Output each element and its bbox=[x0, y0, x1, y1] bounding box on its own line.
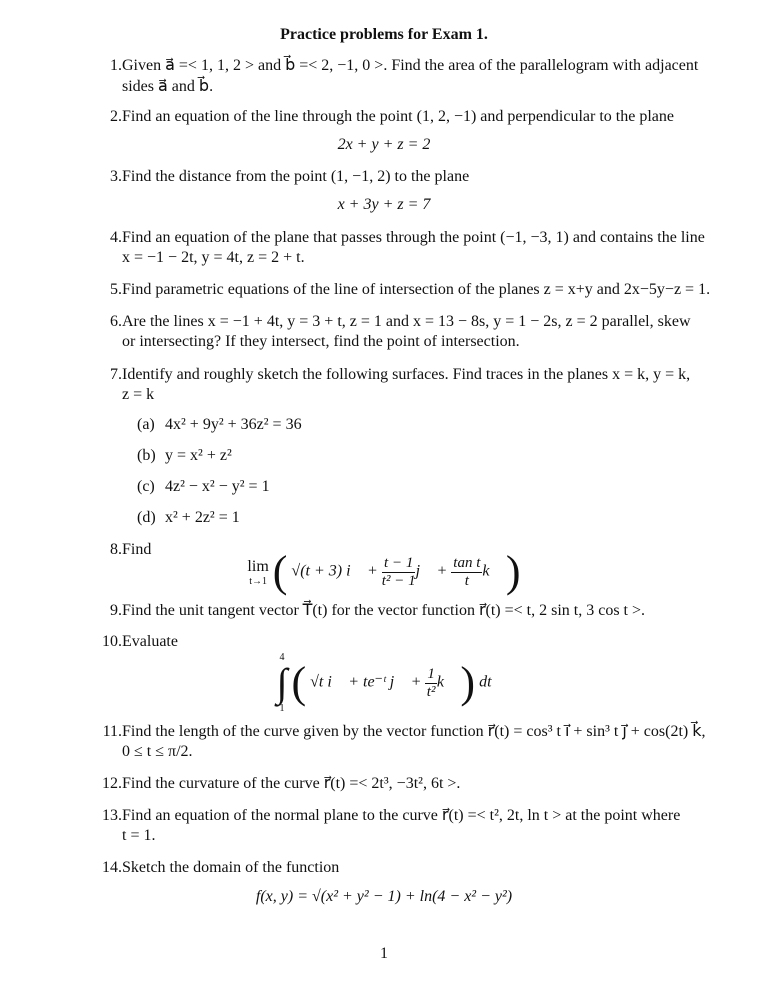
problem-text: Find the curvature of the curve r⃗(t) =< 2t³, −3t², 6t >. bbox=[122, 775, 461, 792]
problem-number: 9. bbox=[110, 602, 122, 619]
problem-number: 8. bbox=[110, 541, 122, 558]
term: k⃗ bbox=[482, 562, 502, 580]
problem-number: 12. bbox=[102, 775, 122, 792]
problem-number: 6. bbox=[110, 313, 122, 330]
problem-text: t = 1. bbox=[122, 827, 156, 844]
term: √(t + 3) i⃗ + bbox=[291, 562, 378, 580]
part-label: (a) bbox=[137, 416, 155, 433]
problem-number: 1. bbox=[110, 57, 122, 74]
term: √t i⃗ + te⁻ᵗ j⃗ + bbox=[310, 673, 422, 691]
problem-text: Find an equation of the plane that passes through the point (−1, −3, 1) and contains the line bbox=[122, 229, 705, 246]
limit-expression: lim t→1 ( √(t + 3) i⃗ + $\frac{t - 1}{\text{t² − 1}}$ j⃗ + $\frac{\text{tan t}}{t}$ k⃗ ) bbox=[247, 547, 521, 596]
problem-text: Find the distance from the point (1, −1, 2) to the plane bbox=[122, 168, 470, 185]
lim-label: lim bbox=[247, 557, 269, 575]
problem-text: Are the lines x = −1 + 4t, y = 3 + t, z = 1 and x = 13 − 8s, y = 1 − 2s, z = 2 parallel, skew bbox=[122, 313, 691, 330]
problem-text: Find bbox=[122, 541, 152, 558]
problem-number: 14. bbox=[102, 859, 122, 876]
integral-sign: ∫ bbox=[276, 660, 288, 705]
upper-limit: 4 bbox=[279, 652, 285, 663]
integral-expression: 4 ∫ 1 ( √t i⃗ + te⁻ᵗ j⃗ + $\frac{1}{\text{t²}}$ k⃗ ) dt bbox=[276, 652, 492, 714]
differential: dt bbox=[479, 673, 492, 691]
problem-text: 0 ≤ t ≤ π/2. bbox=[122, 743, 193, 760]
problem-text: sides a⃗ and b⃗. bbox=[122, 78, 214, 95]
problem-number: 4. bbox=[110, 229, 122, 246]
problem-text: z = k bbox=[122, 386, 155, 403]
equation: x + 3y + z = 7 bbox=[337, 196, 431, 213]
fraction-numerator: t − 1 bbox=[384, 554, 414, 571]
part-label: (c) bbox=[137, 478, 155, 495]
part-label: (d) bbox=[137, 509, 156, 526]
part-text: y = x² + z² bbox=[165, 447, 232, 464]
problem-number: 11. bbox=[102, 723, 122, 740]
problem-number: 7. bbox=[110, 366, 122, 383]
fraction-denominator: t bbox=[464, 572, 469, 589]
lim-subscript: t→1 bbox=[249, 575, 267, 587]
equation: f(x, y) = √(x² + y² − 1) + ln(4 − x² − y²) bbox=[255, 888, 513, 905]
problem-text: Find the length of the curve given by the vector function r⃗(t) = cos³ t i⃗ + sin³ t j⃗ + cos(2t) k⃗, bbox=[122, 723, 706, 740]
problem-number: 13. bbox=[102, 807, 122, 824]
problem-text: Find the unit tangent vector T⃗(t) for the vector function r⃗(t) =< t, 2 sin t, 3 cos t >. bbox=[122, 602, 646, 619]
fraction-denominator: t² − 1 bbox=[381, 572, 416, 589]
lower-limit: 1 bbox=[279, 703, 285, 714]
problem-text: or intersecting? If they intersect, find the point of intersection. bbox=[122, 333, 520, 350]
problem-number: 5. bbox=[110, 281, 122, 298]
problem-text: Find parametric equations of the line of intersection of the planes z = x+y and 2x−5y−z = 1. bbox=[122, 281, 711, 298]
fraction-denominator: t² bbox=[426, 683, 436, 700]
problem-text: Given a⃗ =< 1, 1, 2 > and b⃗ =< 2, −1, 0 >. Find the area of the parallelogram with adjacent bbox=[122, 57, 699, 74]
problem-text: Evaluate bbox=[122, 633, 178, 650]
part-text: x² + 2z² = 1 bbox=[165, 509, 240, 526]
page-number: 1 bbox=[380, 945, 388, 962]
problem-number: 2. bbox=[110, 108, 122, 125]
problem-text: x = −1 − 2t, y = 4t, z = 2 + t. bbox=[122, 249, 305, 266]
problem-text: Identify and roughly sketch the following surfaces. Find traces in the planes x = k, y = k, bbox=[122, 366, 691, 383]
fraction-numerator: 1 bbox=[427, 665, 435, 682]
problem-number: 3. bbox=[110, 168, 122, 185]
page-title: Practice problems for Exam 1. bbox=[280, 26, 488, 43]
problem-text: Find an equation of the normal plane to the curve r⃗(t) =< t², 2t, ln t > at the point where bbox=[122, 807, 681, 824]
part-label: (b) bbox=[137, 447, 156, 464]
term: j⃗ + bbox=[415, 562, 448, 580]
problem-number: 10. bbox=[102, 633, 122, 650]
part-text: 4x² + 9y² + 36z² = 36 bbox=[165, 416, 302, 433]
equation: 2x + y + z = 2 bbox=[337, 136, 431, 153]
fraction-numerator: tan t bbox=[453, 554, 481, 571]
term: k⃗ bbox=[436, 673, 457, 691]
part-text: 4z² − x² − y² = 1 bbox=[165, 478, 270, 495]
problem-text: Find an equation of the line through the point (1, 2, −1) and perpendicular to the plane bbox=[122, 108, 674, 125]
problem-text: Sketch the domain of the function bbox=[122, 859, 340, 876]
